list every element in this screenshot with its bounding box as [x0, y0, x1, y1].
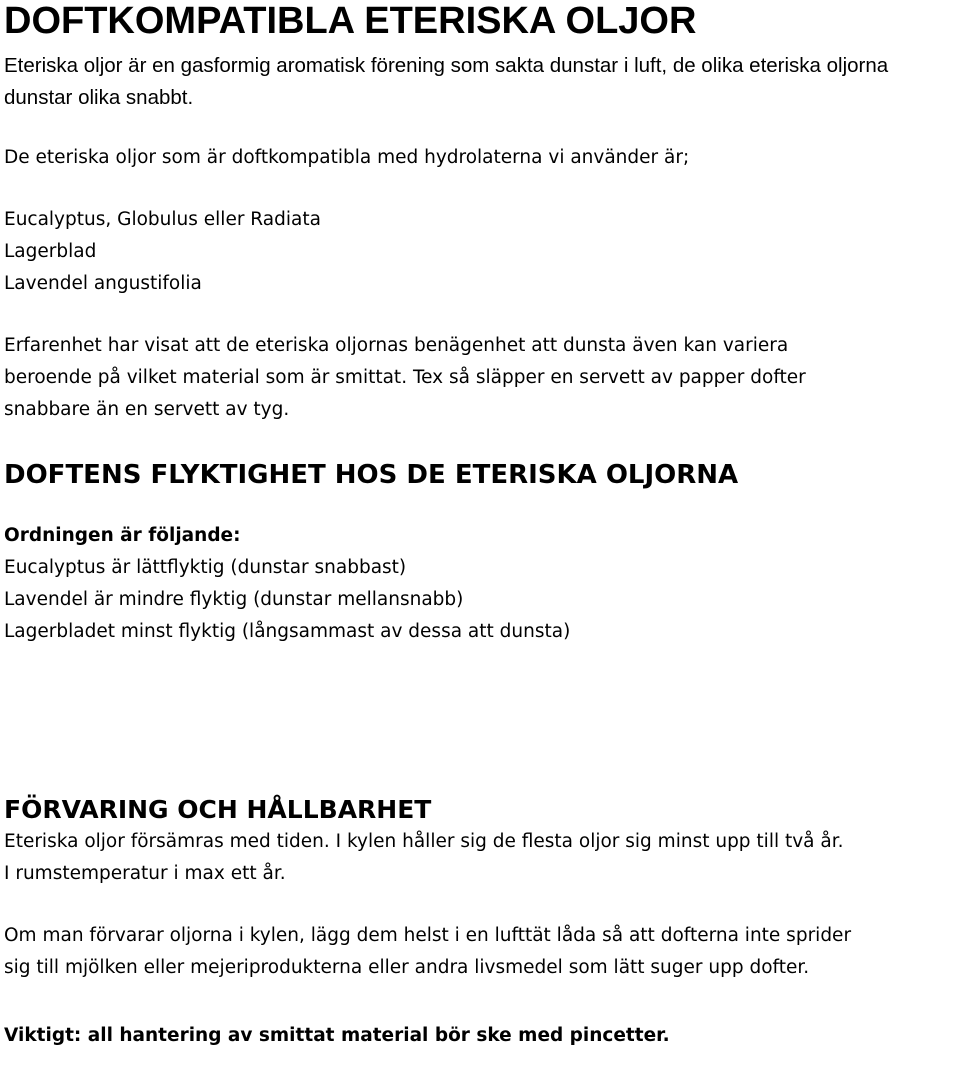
fridge-line: sig till mjölken eller mejeriprodukterna eller andra livsmedel som lätt suger upp dofter. — [4, 957, 810, 978]
volatility-heading: DOFTENS FLYKTIGHET HOS DE ETERISKA OLJORNA — [4, 460, 739, 490]
experience-line: Erfarenhet har visat att de eteriska oljornas benägenhet att dunsta även kan variera — [4, 335, 789, 356]
experience-paragraph — [4, 330, 958, 426]
document-title: DOFTKOMPATIBLA ETERISKA OLJOR — [4, 0, 697, 42]
order-label: Ordningen är följande: — [4, 525, 241, 546]
important-note: Viktigt: all hantering av smittat material bör ske med pincetter. — [4, 1025, 670, 1046]
volatility-item: Lavendel är mindre flyktig (dunstar mellansnabb) — [4, 589, 464, 610]
oil-item: Lagerblad — [4, 241, 97, 262]
document-page — [4, 0, 958, 1052]
compatible-intro: De eteriska oljor som är doftkompatibla med hydrolaterna vi använder är; — [4, 147, 690, 168]
experience-line: snabbare än en servett av tyg. — [4, 399, 290, 420]
storage-heading: FÖRVARING OCH HÅLLBARHET — [4, 795, 432, 824]
storage-line: Eteriska oljor försämras med tiden. I kylen håller sig de flesta oljor sig minst upp till två år. — [4, 831, 844, 852]
fridge-paragraph — [4, 920, 958, 984]
volatility-item: Eucalyptus är lättflyktig (dunstar snabbast) — [4, 557, 407, 578]
intro-paragraph: Eteriska oljor är en gasformig aromatisk förening som sakta dunstar i luft, de olika eteriska oljorna dunstar olika snabbt. — [4, 54, 889, 109]
fridge-line: Om man förvarar oljorna i kylen, lägg dem helst i en lufttät låda så att dofterna inte sprider — [4, 925, 852, 946]
volatility-item: Lagerbladet minst flyktig (långsammast av dessa att dunsta) — [4, 621, 571, 642]
oil-item: Lavendel angustifolia — [4, 273, 202, 294]
storage-line: I rumstemperatur i max ett år. — [4, 863, 286, 884]
experience-line: beroende på vilket material som är smittat. Tex så släpper en servett av papper dofter — [4, 367, 806, 388]
oil-list — [4, 204, 958, 300]
oil-item: Eucalyptus, Globulus eller Radiata — [4, 209, 321, 230]
volatility-list — [4, 552, 958, 648]
storage-paragraph — [4, 826, 958, 890]
